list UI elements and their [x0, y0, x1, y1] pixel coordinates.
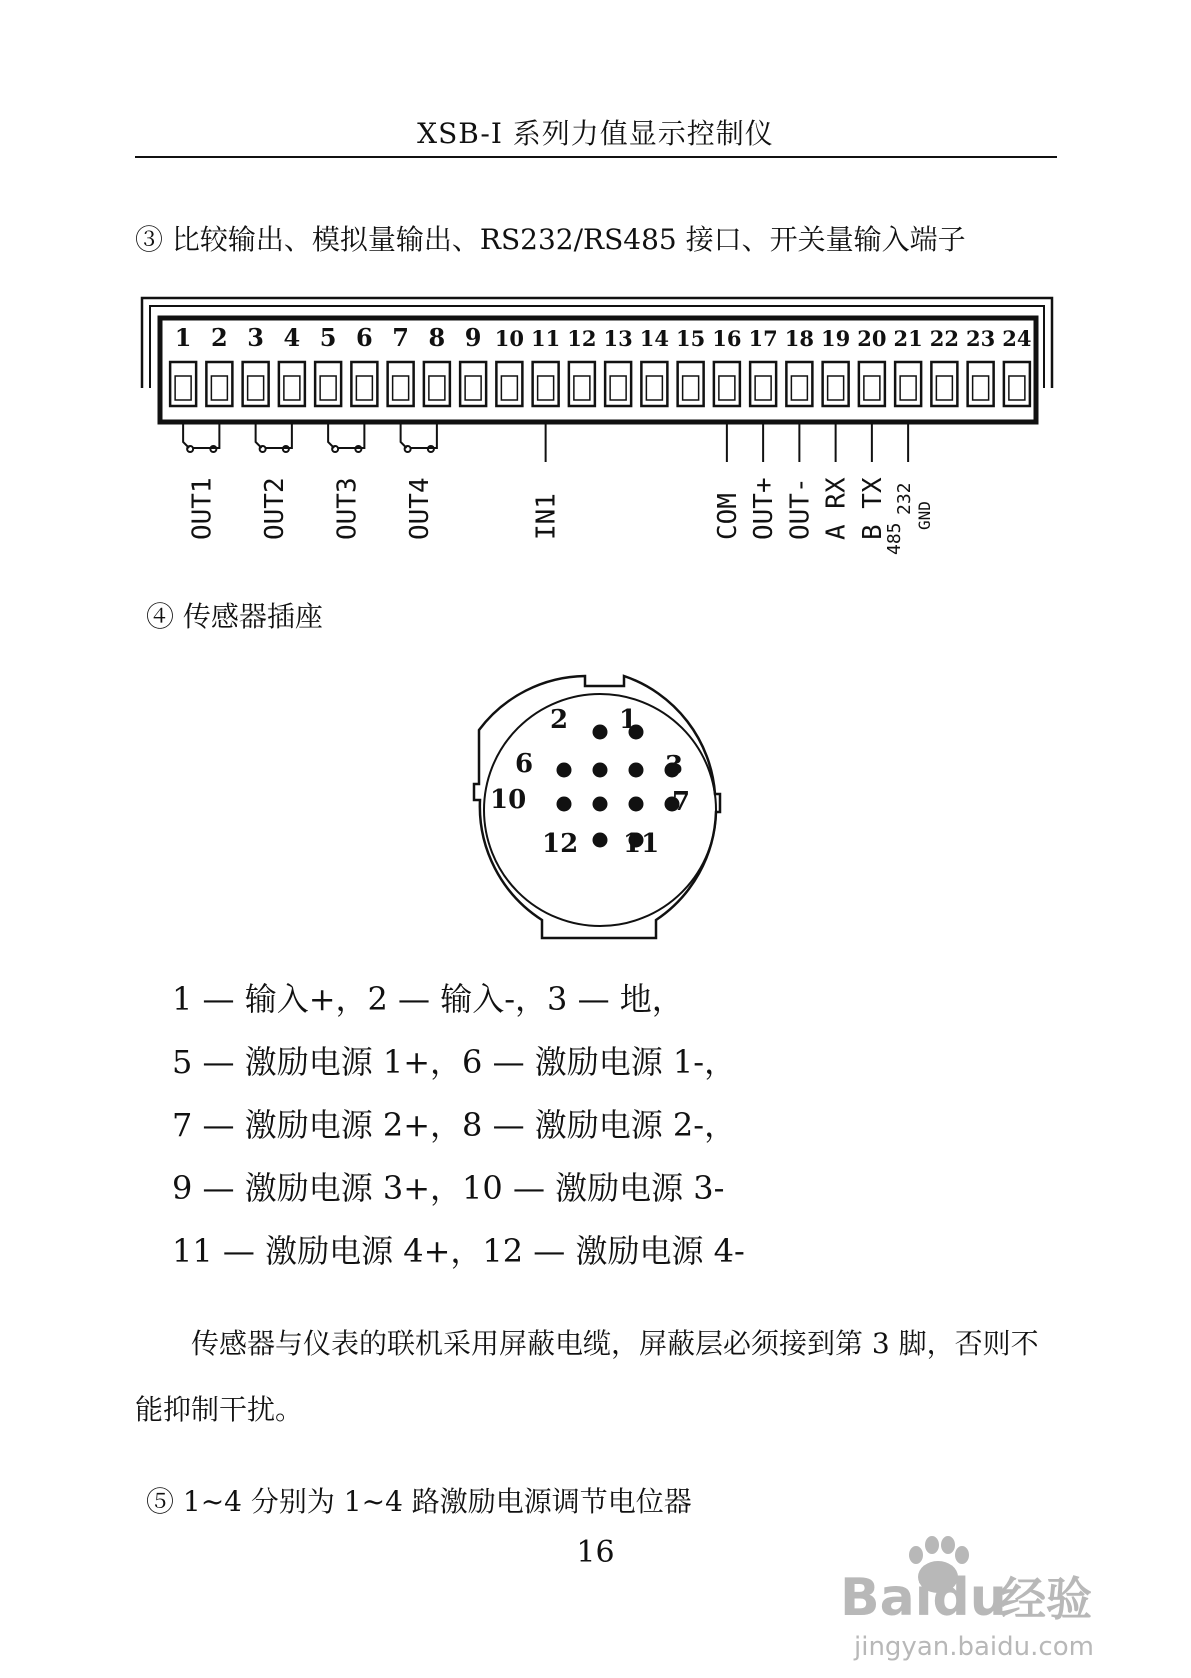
watermark-brand: Baidu: [840, 1568, 1007, 1628]
pin-label-10: 10: [490, 785, 527, 815]
pin-list-line: 11 — 激励电源 4+，12 — 激励电源 4-: [172, 1232, 745, 1270]
label-out3: OUT3: [332, 477, 363, 540]
connector-pin-dot: [557, 797, 572, 812]
terminal-number: 23: [966, 326, 996, 351]
connector-pin-dot: [629, 797, 644, 812]
label-out4: OUT4: [404, 477, 435, 540]
page-header-title: XSB-I 系列力值显示控制仪: [417, 117, 774, 150]
pin-label-7: 7: [672, 787, 691, 817]
pin-list-line: 5 — 激励电源 1+，6 — 激励电源 1-，: [172, 1043, 737, 1081]
terminal-number: 6: [356, 323, 373, 352]
label-gnd: GND: [915, 501, 935, 530]
pin-label-11: 11: [623, 829, 660, 859]
pin-label-1: 1: [619, 705, 638, 735]
terminal-number: 19: [821, 326, 851, 351]
terminal-number: 12: [567, 326, 597, 351]
terminal-number: 24: [1002, 326, 1032, 351]
terminal-number: 7: [392, 323, 409, 352]
sensor-connector-diagram: [460, 670, 740, 950]
terminal-screw: [791, 376, 807, 400]
terminal-number: 4: [283, 323, 301, 352]
terminal-screw: [538, 376, 554, 400]
label-b-tx: B TX: [857, 477, 888, 540]
label-a-rx: A RX: [821, 477, 852, 540]
connector-pin-dot: [557, 763, 572, 778]
page-number: 16: [576, 1535, 615, 1570]
terminal-number: 18: [784, 326, 814, 351]
connector-pin-dot: [593, 833, 608, 848]
section-3-heading: ③ 比较输出、模拟量输出、RS232/RS485 接口、开关量输入端子: [135, 223, 966, 256]
label-232: 232: [894, 482, 916, 515]
terminal-number: 13: [603, 326, 633, 351]
terminal-number: 9: [464, 323, 482, 352]
terminal-number: 16: [712, 326, 742, 351]
terminal-number: 21: [893, 326, 923, 351]
label-com: COM: [712, 493, 743, 540]
terminal-number: 3: [247, 323, 264, 352]
pin-label-6: 6: [515, 749, 534, 779]
terminal-screw: [1009, 376, 1025, 400]
terminal-number: 8: [428, 323, 446, 352]
terminal-screw: [719, 376, 735, 400]
connector-pin-dot: [629, 763, 644, 778]
terminal-screw: [900, 376, 916, 400]
terminal-number: 1: [174, 323, 192, 352]
relay-contact: [256, 422, 292, 448]
label-out-plus: OUT+: [749, 477, 780, 540]
terminal-number: 10: [494, 326, 524, 351]
label-out2: OUT2: [259, 477, 290, 540]
pin-assignment-list: [172, 968, 745, 1283]
terminal-screw: [465, 376, 481, 400]
relay-contact-node: [405, 446, 411, 452]
relay-contact-node: [332, 446, 338, 452]
relay-contact-node: [260, 446, 266, 452]
terminal-number: 20: [857, 326, 887, 351]
terminal-screw: [755, 376, 771, 400]
label-in1: IN1: [531, 493, 562, 540]
terminal-block-diagram: [0, 0, 1191, 580]
relay-contact-node: [187, 446, 193, 452]
connector-pin-dot: [593, 725, 608, 740]
terminal-screw: [429, 376, 445, 400]
section-4-heading: ④ 传感器插座: [146, 600, 323, 633]
terminal-screw: [683, 376, 699, 400]
terminal-screw: [284, 376, 300, 400]
terminal-screw: [610, 376, 626, 400]
terminal-number: 22: [929, 326, 959, 351]
label-485: 485: [883, 522, 905, 555]
terminal-screw: [501, 376, 517, 400]
terminal-number: 2: [211, 323, 228, 352]
terminal-screw: [864, 376, 880, 400]
terminal-screw: [320, 376, 336, 400]
pin-label-3: 3: [665, 751, 684, 781]
label-out-minus: OUT-: [785, 477, 816, 540]
watermark-cn: 经验: [1000, 1572, 1092, 1626]
shielding-note: 传感器与仪表的联机采用屏蔽电缆，屏蔽层必须接到第 3 脚，否则不能抑制干扰。: [135, 1327, 1039, 1426]
terminal-screw: [828, 376, 844, 400]
pin-label-2: 2: [550, 705, 569, 735]
connector-pin-dot: [593, 763, 608, 778]
section-5-heading: ⑤ 1~4 分别为 1~4 路激励电源调节电位器: [146, 1485, 692, 1518]
terminal-screw: [574, 376, 590, 400]
connector-pin-dot: [593, 797, 608, 812]
terminal-number: 5: [319, 323, 337, 352]
watermark-url: jingyan.baidu.com: [854, 1632, 1094, 1662]
baidu-jingyan-watermark: [840, 1515, 1160, 1665]
relay-contact: [183, 422, 219, 448]
terminal-number: 17: [748, 326, 778, 351]
terminal-screw: [973, 376, 989, 400]
label-out1: OUT1: [187, 477, 218, 540]
terminal-screw: [646, 376, 662, 400]
terminal-screw: [175, 376, 191, 400]
pin-list-line: 9 — 激励电源 3+，10 — 激励电源 3-: [172, 1169, 725, 1207]
terminal-screw: [936, 376, 952, 400]
pin-label-12: 12: [542, 829, 579, 859]
terminal-screw: [211, 376, 227, 400]
terminal-number: 14: [639, 326, 669, 351]
terminal-number: 11: [531, 326, 561, 351]
relay-contact: [328, 422, 364, 448]
terminal-screw: [356, 376, 372, 400]
pin-list-line: 1 — 输入+，2 — 输入-，3 — 地，: [172, 980, 684, 1018]
terminal-screw: [248, 376, 264, 400]
pin-list-line: 7 — 激励电源 2+，8 — 激励电源 2-，: [172, 1106, 737, 1144]
terminal-screw: [393, 376, 409, 400]
terminal-number: 15: [676, 326, 706, 351]
relay-contact: [401, 422, 437, 448]
